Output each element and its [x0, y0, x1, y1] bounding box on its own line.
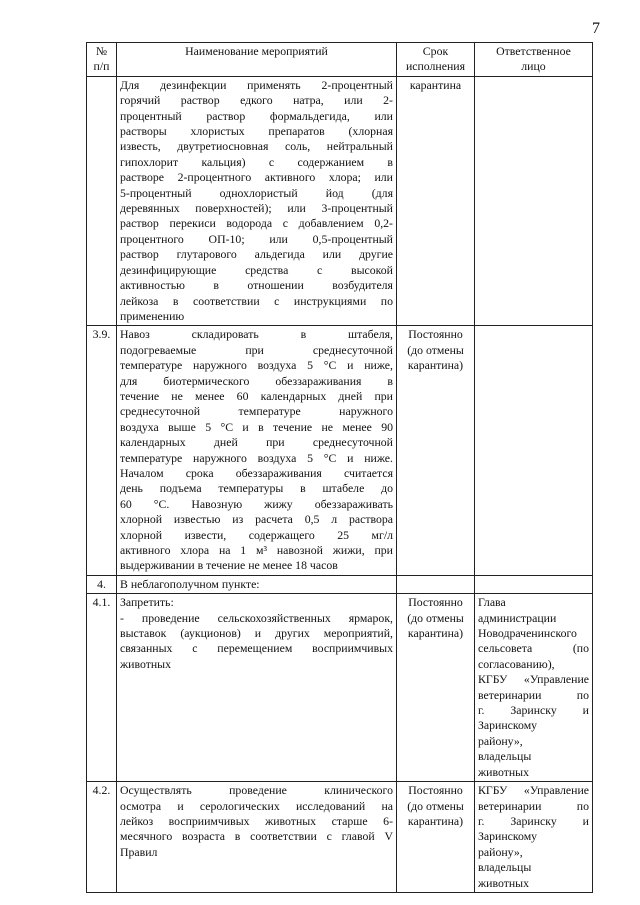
measure-text-line: процентный раствор формальдегида, или: [120, 108, 393, 123]
responsible-line: животных: [478, 875, 529, 890]
responsible-cell: [475, 76, 593, 326]
term-cell: [397, 575, 475, 593]
measure-text-line: - проведение сельскохозяйственных ярмарок,: [120, 610, 393, 625]
measure-text: [117, 76, 397, 326]
responsible-cell: [475, 575, 593, 593]
measure-text-line: хлорной извести, содержащего 25 мг/л: [120, 527, 393, 542]
measure-text-line: Началом срока обеззараживания считается: [120, 465, 393, 480]
measure-text-line: растворы хлористых препаратов (хлорная: [120, 124, 393, 139]
header-number-line: №: [95, 44, 108, 58]
header-responsible-line: Ответственное: [496, 44, 571, 58]
measure-text-line: среднесуточной температуре наружного: [120, 404, 393, 419]
measure-text: [117, 575, 397, 593]
responsible-line: сельсовета (по: [478, 641, 589, 656]
measure-text-line: месячного возраста в соответствии с главой V: [120, 829, 393, 844]
row-number: 4.1.: [87, 594, 117, 782]
term-line: карантина): [407, 626, 464, 641]
measure-text-line: Осуществлять проведение клинического: [120, 783, 393, 798]
measure-text: [117, 326, 397, 576]
term-line: (до отмены: [407, 342, 464, 357]
responsible-cell: [475, 782, 593, 893]
measure-text-line: течение не менее 60 календарных дней при: [120, 388, 393, 403]
term-line: (до отмены: [407, 798, 464, 813]
term-line: Постоянно: [408, 783, 463, 798]
responsible-cell: [475, 594, 593, 782]
measure-text: [117, 594, 397, 782]
measure-text-line: активного хлора на 1 м³ навозной жижи, при: [120, 543, 393, 557]
term-line: Постоянно: [408, 595, 463, 610]
measure-text-line: лейкоз восприимчивых животных старше 6-: [120, 813, 393, 828]
term-line: (до отмены: [407, 610, 464, 625]
term-cell: [397, 326, 475, 576]
measure-text-line: календарных дней при среднесуточной: [120, 435, 393, 450]
measure-text-line: раствор перекиси водорода с добавлением 0,2-: [120, 216, 393, 231]
measure-text-line: Навоз складировать в штабеля,: [120, 327, 393, 342]
table-row: [87, 76, 593, 326]
measure-text-line: температуре наружного воздуха 5 °С и ниже.: [120, 450, 393, 465]
measure-text-line: растворе 2-процентного активного хлора; или: [120, 170, 393, 185]
term-line: Постоянно: [408, 327, 463, 342]
term-cell: [397, 76, 475, 326]
measure-text-line: горячий раствор едкого натра, или 2-: [120, 93, 393, 108]
measure-text-line: выставок (аукционов) и других мероприятий,: [120, 626, 393, 641]
responsible-line: г. Заринску и: [478, 813, 589, 828]
measure-text-line: осмотра и серологических исследований на: [120, 798, 393, 813]
measure-text-line: процентного ОП-10; или 0,5-процентный: [120, 231, 393, 246]
header-term: [397, 43, 475, 77]
measure-text-line: Запретить:: [120, 595, 174, 610]
measure-text-line: гипохлорит кальция) с содержанием в: [120, 154, 393, 169]
header-responsible-line: лицо: [521, 59, 546, 74]
measure-text-line: применению: [120, 308, 185, 323]
responsible-line: администрации: [478, 610, 557, 625]
row-number: [87, 76, 117, 326]
measures-table: [86, 42, 593, 893]
responsible-line: району»,: [478, 733, 523, 748]
responsible-line: Заринскому: [478, 829, 538, 844]
table-row: [87, 594, 593, 782]
row-number: 4.: [87, 575, 117, 593]
measure-text-line: В неблагополучном пункте:: [120, 576, 260, 591]
responsible-line: животных: [478, 764, 529, 779]
responsible-line: КГБУ «Управление: [478, 783, 589, 798]
responsible-line: КГБУ «Управление: [478, 672, 589, 687]
responsible-line: Глава: [478, 595, 506, 610]
measure-text-line: Для дезинфекции применять 2-процентный: [120, 77, 393, 92]
header-name: Наименование мероприятий: [117, 43, 397, 77]
responsible-line: согласованию),: [478, 656, 555, 671]
measure-text-line: день подъема температуры в штабеле до: [120, 481, 393, 496]
page-number: 7: [592, 20, 600, 37]
header-term-line: исполнения: [405, 59, 466, 74]
measure-text-line: деревянных поверхностей); или 3-процентный: [120, 201, 393, 216]
responsible-line: Новодраченинского: [478, 626, 577, 641]
term-cell: [397, 782, 475, 893]
measure-text-line: хлорной известью из расчета 0,5 л раствора: [120, 512, 393, 527]
responsible-line: ветеринарии по: [478, 798, 589, 813]
term-line: карантина): [407, 358, 464, 373]
measure-text-line: дезинфицирующие средства с высокой: [120, 262, 393, 277]
measure-text-line: 60 °С. Навозную жижу обеззараживать: [120, 496, 393, 511]
header-number: [87, 43, 117, 77]
responsible-cell: [475, 326, 593, 576]
measure-text: [117, 782, 397, 893]
responsible-line: району»,: [478, 844, 523, 859]
responsible-line: владельцы: [478, 749, 532, 764]
measure-text-line: 5-процентный однохлористый йод (для: [120, 185, 393, 200]
term-line: карантина): [407, 813, 464, 828]
measure-text-line: подогреваемые при среднесуточной: [120, 342, 393, 357]
measure-text-line: Правил: [120, 844, 158, 859]
header-number-line: п/п: [93, 59, 110, 74]
measure-text-line: для биотермического обеззараживания в: [120, 373, 393, 388]
responsible-line: владельцы: [478, 860, 532, 875]
measure-text-line: известь, двутретиосновная соль, нейтральный: [120, 139, 393, 154]
responsible-line: Заринскому: [478, 718, 538, 733]
table-header-row: [87, 43, 593, 77]
measure-text-line: животных: [120, 656, 171, 671]
measure-text-line: активностью в отношении возбудителя: [120, 278, 393, 293]
measure-text-line: связанных с перемещением восприимчивых: [120, 641, 393, 656]
measure-text-line: раствор глутарового альдегида или другие: [120, 247, 393, 262]
measure-text-line: воздуха выше 5 °С и в течение не менее 90: [120, 419, 393, 434]
header-responsible: [475, 43, 593, 77]
table-row: [87, 575, 593, 593]
term-line: карантина: [409, 77, 462, 92]
measure-text-line: лейкоза в соответствии с инструкциями по: [120, 293, 393, 308]
term-cell: [397, 594, 475, 782]
header-term-line: Срок: [422, 44, 449, 58]
table-row: [87, 782, 593, 893]
row-number: 4.2.: [87, 782, 117, 893]
measure-text-line: температуре наружного воздуха 5 °С и ниже,: [120, 358, 393, 373]
responsible-line: ветеринарии по: [478, 687, 589, 702]
table-row: [87, 326, 593, 576]
responsible-line: г. Заринску и: [478, 703, 589, 718]
row-number: 3.9.: [87, 326, 117, 576]
measure-text-line: выдерживании в течение не менее 18 часов: [120, 558, 338, 573]
